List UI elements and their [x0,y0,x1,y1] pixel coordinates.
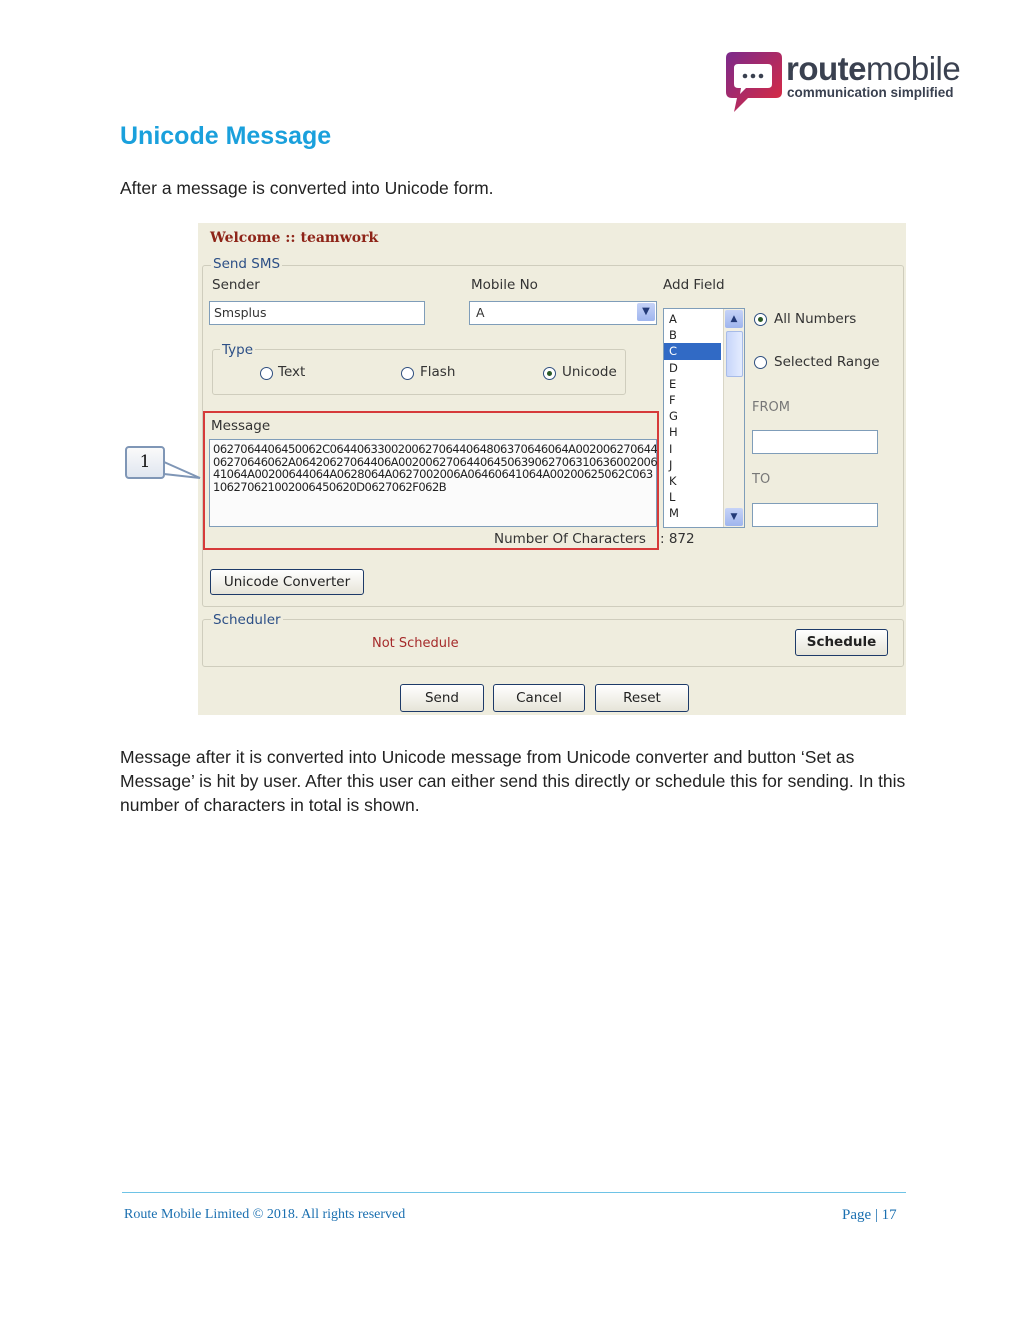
chars-label: Number Of Characters [494,531,646,547]
send-button[interactable]: Send [400,684,484,712]
selected-range-label: Selected Range [774,354,880,370]
chevron-down-icon[interactable]: ▼ [725,508,743,526]
flash-radio-label: Flash [420,364,456,380]
description-paragraph: Message after it is converted into Unicode message from Unicode converter and button ‘Set as Message’ is hit by user. After this user can either send this directly or schedule this for sending. In this number of characters in total is shown. [120,747,906,815]
from-label: FROM [752,400,790,415]
list-item[interactable]: C [664,343,721,359]
callout-number-badge: 1 [125,446,165,479]
unicode-radio[interactable] [543,367,556,380]
list-item[interactable]: M [669,506,679,521]
list-item[interactable]: B [669,328,677,343]
send-sms-legend: Send SMS [213,256,281,272]
scrollbar-thumb[interactable] [726,331,743,377]
list-item[interactable]: G [669,409,678,424]
list-item[interactable]: F [669,392,676,407]
reset-button[interactable]: Reset [595,684,689,712]
callout-pointer [160,452,210,492]
section-heading: Unicode Message [120,122,332,150]
text-radio-label: Text [278,364,306,380]
list-item[interactable]: H [669,425,678,440]
sender-input[interactable] [209,301,425,325]
footer-copyright: Route Mobile Limited © 2018. All rights reserved [124,1207,406,1222]
all-numbers-label: All Numbers [774,311,857,327]
logo-wordmark: routemobile [786,50,961,87]
cancel-button[interactable]: Cancel [493,684,585,712]
welcome-title: Welcome :: teamwork [210,230,379,246]
chevron-down-icon[interactable]: ▼ [637,303,655,321]
list-item[interactable]: D [669,360,678,375]
mobile-no-value: A [476,305,485,320]
unicode-converter-button[interactable]: Unicode Converter [210,569,364,595]
message-label: Message [211,418,271,434]
add-field-listbox[interactable] [663,308,745,528]
footer-page-number: Page | 17 [842,1207,897,1223]
intro-paragraph: After a message is converted into Unicode form. [120,178,494,198]
not-schedule-status: Not Schedule [372,636,459,651]
sender-value: Smsplus [214,305,267,320]
list-item[interactable]: J [669,457,673,472]
listbox-scrollbar[interactable] [723,309,744,527]
unicode-radio-label: Unicode [562,364,617,380]
to-input[interactable] [752,503,878,527]
footer-divider [122,1192,906,1193]
list-item[interactable]: A [669,312,677,326]
type-legend: Type [222,342,254,358]
route-mobile-logo [724,46,964,116]
message-value: 0627064406450062C06440633002006270644064806370646064A00200627064406270646062A06420627064406A0020062706440645063906270631063600200641064A00200644064A0628064A0627002006A06460641064A00200625062C063106270621002006450620D0627062F062B [213,442,658,494]
to-label: TO [752,472,771,487]
message-highlight-box [203,411,659,550]
sender-label: Sender [212,277,260,293]
send-sms-screenshot [198,223,906,715]
list-item[interactable]: I [669,441,673,456]
text-radio[interactable] [260,367,273,380]
flash-radio[interactable] [401,367,414,380]
chars-value: : 872 [660,531,695,547]
chat-bubble-icon [724,46,784,116]
list-item[interactable]: L [669,490,676,505]
add-field-label: Add Field [663,277,725,293]
logo-tagline: communication simplified [787,85,954,100]
schedule-button[interactable]: Schedule [795,629,888,656]
from-input[interactable] [752,430,878,454]
mobile-no-select[interactable] [469,301,657,325]
list-item[interactable]: K [669,473,677,488]
chevron-up-icon[interactable]: ▲ [725,310,743,328]
mobile-no-label: Mobile No [471,277,538,293]
list-item[interactable]: E [669,376,677,391]
scheduler-legend: Scheduler [213,612,281,628]
all-numbers-radio[interactable] [754,313,767,326]
selected-range-radio[interactable] [754,356,767,369]
